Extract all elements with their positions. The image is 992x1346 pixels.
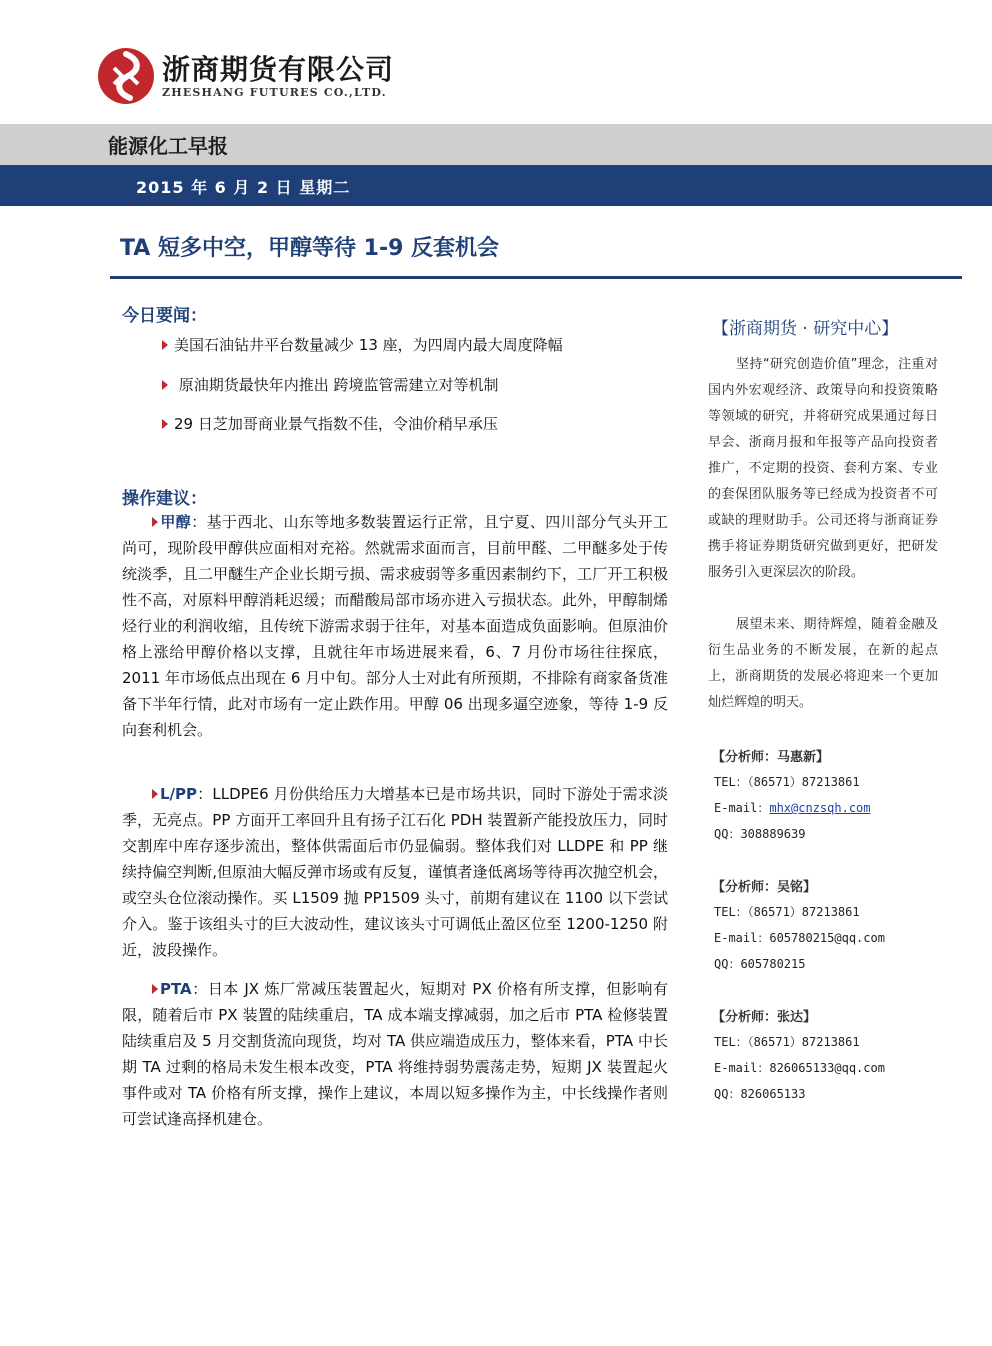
analyst-email-row: E-mail：mhx@cnzsqh.com	[714, 801, 871, 815]
zheshang-logo-icon	[96, 46, 156, 106]
analyst-tel: TEL：（86571）87213861	[714, 775, 860, 789]
news-item: 29 日芝加哥商业景气指数不佳，令油价稍早承压	[162, 413, 498, 434]
analyst-qq: QQ：826065133	[714, 1087, 806, 1101]
bullet-arrow-icon	[162, 380, 168, 390]
advice-lpp: L/PP：LLDPE6 月份供给压力大增基本已是市场共识，同时下游处于需求淡季，无亮点。PP 方面开工率回升且有扬子江石化 PDH 装置新产能投放压力，同时交割库中库存逐步流出，整体供需面后市仍显偏弱。整体我们对 LLDPE 和 PP 继续持偏空判断,但原油大幅反弹市场或有反复，谨慎者逢低离场等待再次抛空机会，或空头仓位滚动操作。买 L1509 抛 PP1509 头寸，前期有建议在 1100 以下尝试介入。鉴于该组头寸的巨大波动性，建议该头寸可调低止盈区位至 1200-1250 附近，波段操作。	[122, 785, 668, 959]
analyst-email: 826065133@qq.com	[769, 1061, 885, 1075]
research-center-title: 【浙商期货 · 研究中心】	[712, 319, 899, 339]
bullet-arrow-icon	[152, 984, 158, 994]
bullet-arrow-icon	[152, 789, 158, 799]
analyst-email-row: E-mail：605780215@qq.com	[714, 931, 885, 945]
news-heading: 今日要闻：	[122, 306, 207, 326]
analyst-email: 605780215@qq.com	[769, 931, 885, 945]
news-item: 美国石油钻井平台数量减少 13 座，为四周内最大周度降幅	[162, 334, 563, 355]
advice-heading: 操作建议：	[122, 489, 207, 509]
analyst-email-link[interactable]: mhx@cnzsqh.com	[769, 801, 871, 815]
research-center-intro: 坚持“研究创造价值”理念，注重对国内外宏观经济、政策导向和投资策略等领域的研究，并将研究成果通过每日早会、浙商月报和年报等产品向投资者推广，不定期的投资、套利方案、专业的套保团队服务等已经成为投资者不可或缺的理财助手。公司还将与浙商证券携手将证券期货研究做到更好，把研发服务引入更深层次的阶段。	[708, 357, 938, 580]
company-name-cn: 浙商期货有限公司	[162, 53, 395, 86]
advice-methanol: 甲醇：基于西北、山东等地多数装置运行正常，且宁夏、四川部分气头开工尚可，现阶段甲醇供应面相对充裕。然就需求面而言，目前甲醛、二甲醚多处于传统淡季，且二甲醚生产企业长期亏损、需求疲弱等多重因素制约下，工厂开工积极性不高，对原料甲醇消耗迟缓；而醋酸局部市场亦进入亏损状态。此外，甲醇制烯烃行业的利润收缩，且传统下游需求弱于往年，对基本面造成负面影响。但原油价格上涨给甲醇价格以支撑，且就往年市场进展来看，6、7 月份市场往往探底，2011 年市场低点出现在 6 月中旬。部分人士对此有所预期，不排除有商家备货准备下半年行情，此对市场有一定止跌作用。甲醇 06 出现多逼空迹象，等待 1-9 反向套利机会。	[122, 513, 668, 739]
company-name-en: ZHESHANG FUTURES CO.,LTD.	[162, 86, 387, 99]
analyst-email-row: E-mail：826065133@qq.com	[714, 1061, 885, 1075]
analyst-heading: 【分析师：张达】	[712, 1010, 817, 1025]
report-type: 能源化工早报	[108, 134, 228, 158]
title-divider	[110, 276, 962, 279]
bullet-arrow-icon	[162, 419, 168, 429]
analyst-qq: QQ：308889639	[714, 827, 806, 841]
bullet-arrow-icon	[162, 340, 168, 350]
news-item: 原油期货最快年内推出 跨境监管需建立对等机制	[162, 374, 499, 395]
page-title: TA 短多中空，甲醇等待 1-9 反套机会	[120, 236, 500, 261]
analyst-heading: 【分析师：马惠新】	[712, 750, 830, 765]
analyst-heading: 【分析师：吴铭】	[712, 880, 817, 895]
analyst-qq: QQ：605780215	[714, 957, 806, 971]
report-date: 2015 年 6 月 2 日 星期二	[136, 178, 351, 197]
analyst-tel: TEL：（86571）87213861	[714, 905, 860, 919]
advice-pta: PTA：日本 JX 炼厂常减压装置起火，短期对 PX 价格有所支撑，但影响有限，随着后市 PX 装置的陆续重启，TA 成本端支撑减弱，加之后市 PTA 检修装置陆续重启及 5 月交割货流向现货，均对 TA 供应端造成压力，整体来看，PTA 中长期 TA 过剩的格局未发生根本改变，PTA 将维持弱势震荡走势，短期 JX 装置起火事件或对 TA 价格有所支撑，操作上建议，本周以短多操作为主，中长线操作者则可尝试逢高择机建仓。	[122, 980, 668, 1128]
bullet-arrow-icon	[152, 517, 158, 527]
analyst-tel: TEL：（86571）87213861	[714, 1035, 860, 1049]
research-center-outlook: 展望未来、期待辉煌，随着金融及衍生品业务的不断发展，在新的起点上，浙商期货的发展必将迎来一个更加灿烂辉煌的明天。	[708, 617, 938, 710]
